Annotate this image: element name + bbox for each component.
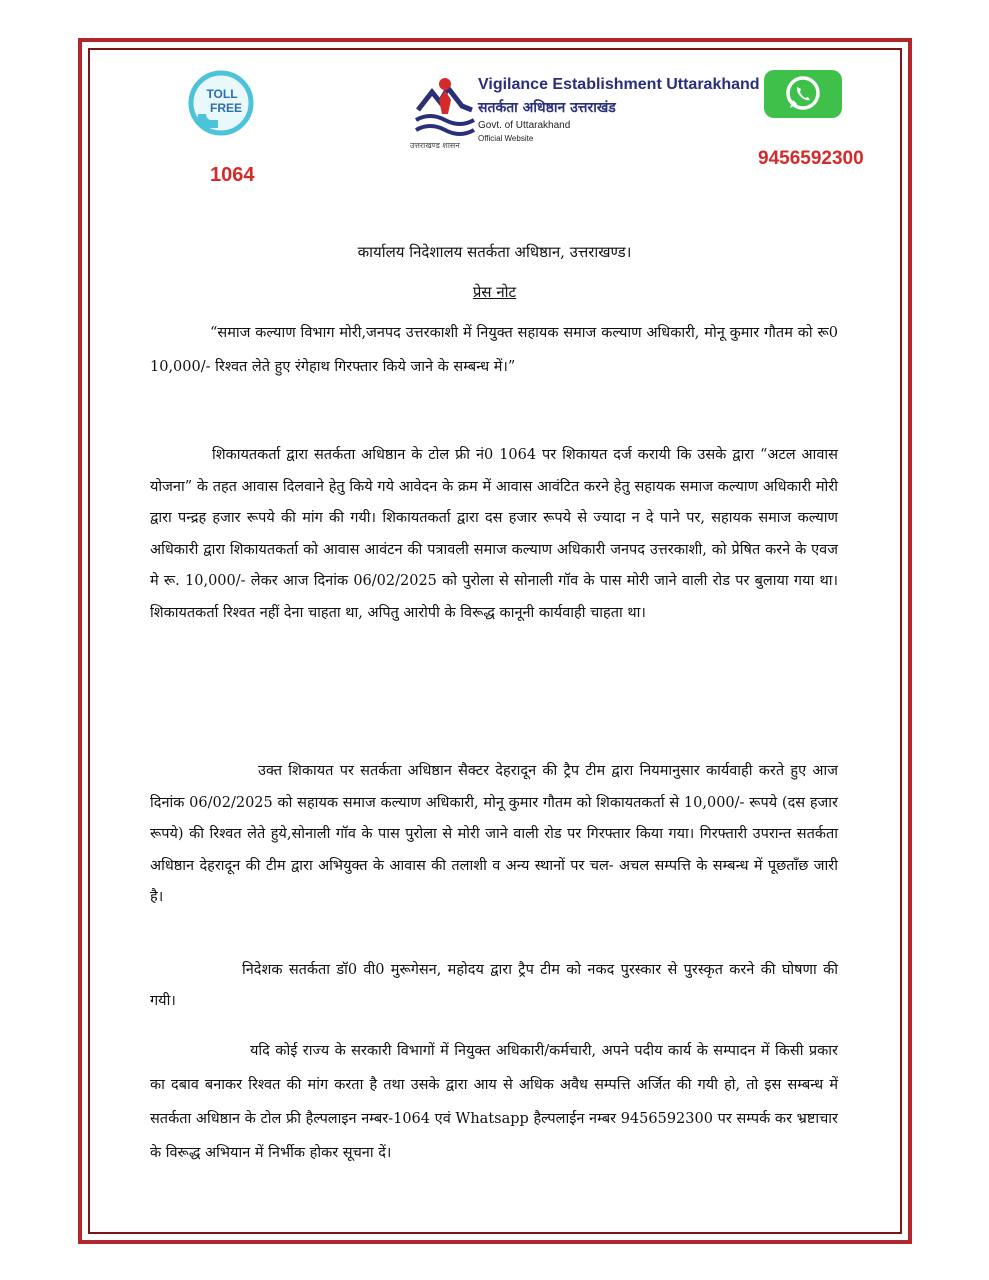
paragraph-helpline	[150, 1034, 838, 1170]
govt-line: Govt. of Uttarakhand	[478, 120, 571, 131]
uttarakhand-emblem-icon	[410, 70, 480, 148]
paragraph-reward	[150, 955, 838, 1017]
paragraph-arrest	[150, 756, 838, 914]
toll-free-badge-line-1: TOLL	[206, 87, 238, 101]
toll-free-number: 1064	[210, 164, 255, 186]
emblem-caption: उत्तराखण्ड शासन	[410, 141, 460, 150]
toll-free-badge-line-2: FREE	[209, 101, 243, 115]
website-line: Official Website	[478, 134, 534, 143]
org-name-english: Vigilance Establishment Uttarakhand	[478, 76, 760, 93]
subject-text: “समाज कल्याण विभाग मोरी,जनपद उत्तरकाशी में नियुक्त सहायक समाज कल्याण अधिकारी, मोनू कुमार गौतम को रू0 10,000/- रिश्वत लेते हुए रंगेहाथ गिरफ्तार किये जाने के सम्बन्ध में।”	[150, 325, 838, 375]
whatsapp-icon	[764, 70, 842, 118]
subject-paragraph	[150, 316, 838, 384]
whatsapp-number: 9456592300	[758, 148, 864, 169]
office-title: कार्यालय निदेशालय सतर्कता अधिष्ठान, उत्तराखण्ड।	[357, 243, 632, 261]
paragraph-helpline-text: यदि कोई राज्य के सरकारी विभागों में नियुक्त अधिकारी/कर्मचारी, अपने पदीय कार्य के सम्पादन में किसी प्रकार का दबाव बनाकर रिश्वत की मांग करता है तथा उसके द्वारा आय से अधिक अवैध सम्पत्ति अर्जित की गयी हो, तो इस सम्बन्ध में सतर्कता अधिष्ठान के टोल फ्री हैल्पलाइन नम्बर-1064 एवं Whatsapp हैल्पलाईन नम्बर 9456592300 पर सम्पर्क कर भ्रष्टाचार के विरूद्ध अभियान में निर्भीक होकर सूचना दें।	[150, 1043, 838, 1161]
paragraph-reward-text: निदेशक सतर्कता डॉ0 वी0 मुरूगेसन, महोदय द्वारा ट्रैप टीम को नकद पुरस्कार से पुरस्कृत करने की घोषणा की गयी।	[150, 962, 838, 1009]
press-note-heading: प्रेस नोट	[472, 283, 517, 301]
paragraph-arrest-text: उक्त शिकायत पर सतर्कता अधिष्ठान सैक्टर देहरादून की ट्रैप टीम द्वारा नियमानुसार कार्यवाही करते हुए आज दिनांक 06/02/2025 को सहायक समाज कल्याण अधिकारी, मोनू कुमार गौतम को शिकायतकर्ता से 10,000/- रूपये (दस हजार रूपये) की रिश्वत लेते हुये,सोनाली गॉव के पास पुरोला से मोरी जाने वाली रोड पर गिरफ्तार किया गया। गिरफ्तारी उपरान्त सतर्कता अधिष्ठान देहरादून की टीम द्वारा अभियुक्त के आवास की तलाशी व अन्य स्थानों पर चल- अचल सम्पत्ति के सम्बन्ध में पूछताँछ जारी है।	[150, 763, 838, 905]
paragraph-complaint-text: शिकायतकर्ता द्वारा सतर्कता अधिष्ठान के टोल फ्री नं0 1064 पर शिकायत दर्ज करायी कि उसके द्वारा “अटल आवास योजना” के तहत आवास दिलवाने हेतु किये गये आवेदन के क्रम में आवास आवंटित करने हेतु सहायक समाज कल्याण अधिकारी मोरी द्वारा पन्द्रह हजार रूपये की मांग की गयी। शिकायतकर्ता द्वारा दस हजार रूपये से ज्यादा न दे पाने पर, सहायक समाज कल्याण अधिकारी द्वारा शिकायतकर्ता को आवास आवंटन की पत्रावली समाज कल्याण अधिकारी जनपद उत्तरकाशी, को प्रेषित करने के एवज मे रू. 10,000/- लेकर आज दिनांक 06/02/2025 को पुरोला से सोनाली गॉव के पास मोरी जाने वाली रोड पर बुलाया गया था। शिकायतकर्ता रिश्वत नहीं देना चाहता था, अपितु आरोपी के विरूद्ध कानूनी कार्यवाही चाहता था।	[150, 447, 838, 621]
toll-free-phone-icon	[188, 70, 254, 136]
paragraph-complaint	[150, 440, 838, 629]
org-name-hindi: सतर्कता अधिष्ठान उत्तराखंड	[478, 100, 616, 116]
